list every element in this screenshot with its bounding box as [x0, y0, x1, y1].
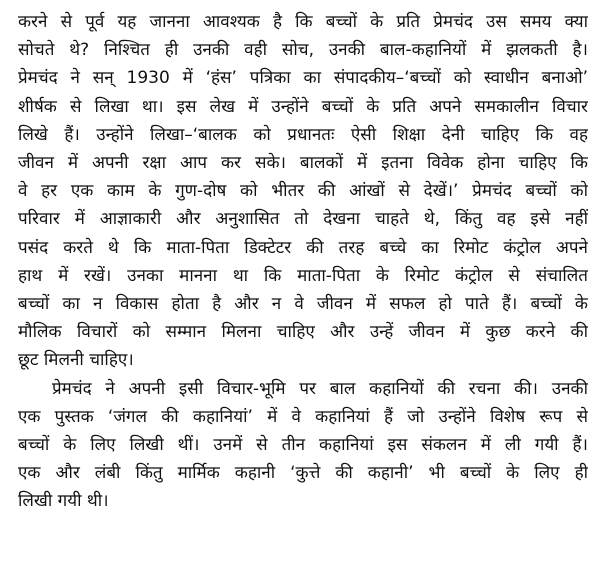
text-line: प्रेमचंद ने सन् 1930 में ‘हंस’ पत्रिका का संपादकीय–‘बच्चों को स्वाधीन बनाओ’	[18, 68, 588, 89]
text-line: बच्चों के लिए लिखी थीं। उनमें से तीन कहानियां इस संकलन में ली गयी हैं।	[18, 435, 588, 456]
text-line: जीवन में अपनी रक्षा आप कर सके। बालकों में इतना विवेक होना चाहिए कि	[18, 153, 588, 174]
text-line: एक और लंबी किंतु मार्मिक कहानी ‘कुत्ते की कहानी’ भी बच्चों के लिए ही	[18, 463, 588, 484]
paragraph-1	[18, 8, 588, 375]
paragraph-2	[18, 375, 588, 516]
text-line: हाथ में रखें। उनका मानना था कि माता-पिता के रिमोट कंट्रोल से संचालित	[18, 265, 588, 286]
text-line: सोचते थे? निश्चित ही उनकी वही सोच, उनकी बाल-कहानियों में झलकती है।	[18, 40, 588, 61]
text-line: करने से पूर्व यह जानना आवश्यक है कि बच्चों के प्रति प्रेमचंद उस समय क्या	[18, 12, 588, 32]
text-line: बच्चों का न विकास होता है और न वे जीवन में सफल हो पाते हैं। बच्चों के	[18, 294, 588, 315]
text-line: परिवार में आज्ञाकारी और अनुशासित तो देखना चाहते थे, किंतु वह इसे नहीं	[18, 209, 588, 230]
text-line: एक पुस्तक ‘जंगल की कहानियां’ में वे कहानियां हैं जो उन्होंने विशेष रूप से	[18, 406, 588, 427]
text-line: वे हर एक काम के गुण-दोष को भीतर की आंखों से देखें।’ प्रेमचंद बच्चों को	[18, 181, 588, 202]
text-line: प्रेमचंद ने अपनी इसी विचार-भूमि पर बाल कहानियों की रचना की। उनकी	[52, 378, 588, 399]
text-line: शीर्षक से लिखा था। इस लेख में उन्होंने बच्चों के प्रति अपने समकालीन विचार	[18, 96, 588, 117]
text-line: पसंद करते थे कि माता-पिता डिक्टेटर की तरह बच्चे का रिमोट कंट्रोल अपने	[18, 237, 588, 258]
text-line: लिखी गयी थी।	[18, 491, 109, 512]
text-line: छूट मिलनी चाहिए।	[18, 350, 134, 371]
text-line: लिखे हैं। उन्होंने लिखा–‘बालक को प्रधानतः ऐसी शिक्षा देनी चाहिए कि वह	[18, 124, 588, 145]
text-line: मौलिक विचारों को सम्मान मिलना चाहिए और उन्हें जीवन में कुछ करने की	[18, 322, 588, 343]
